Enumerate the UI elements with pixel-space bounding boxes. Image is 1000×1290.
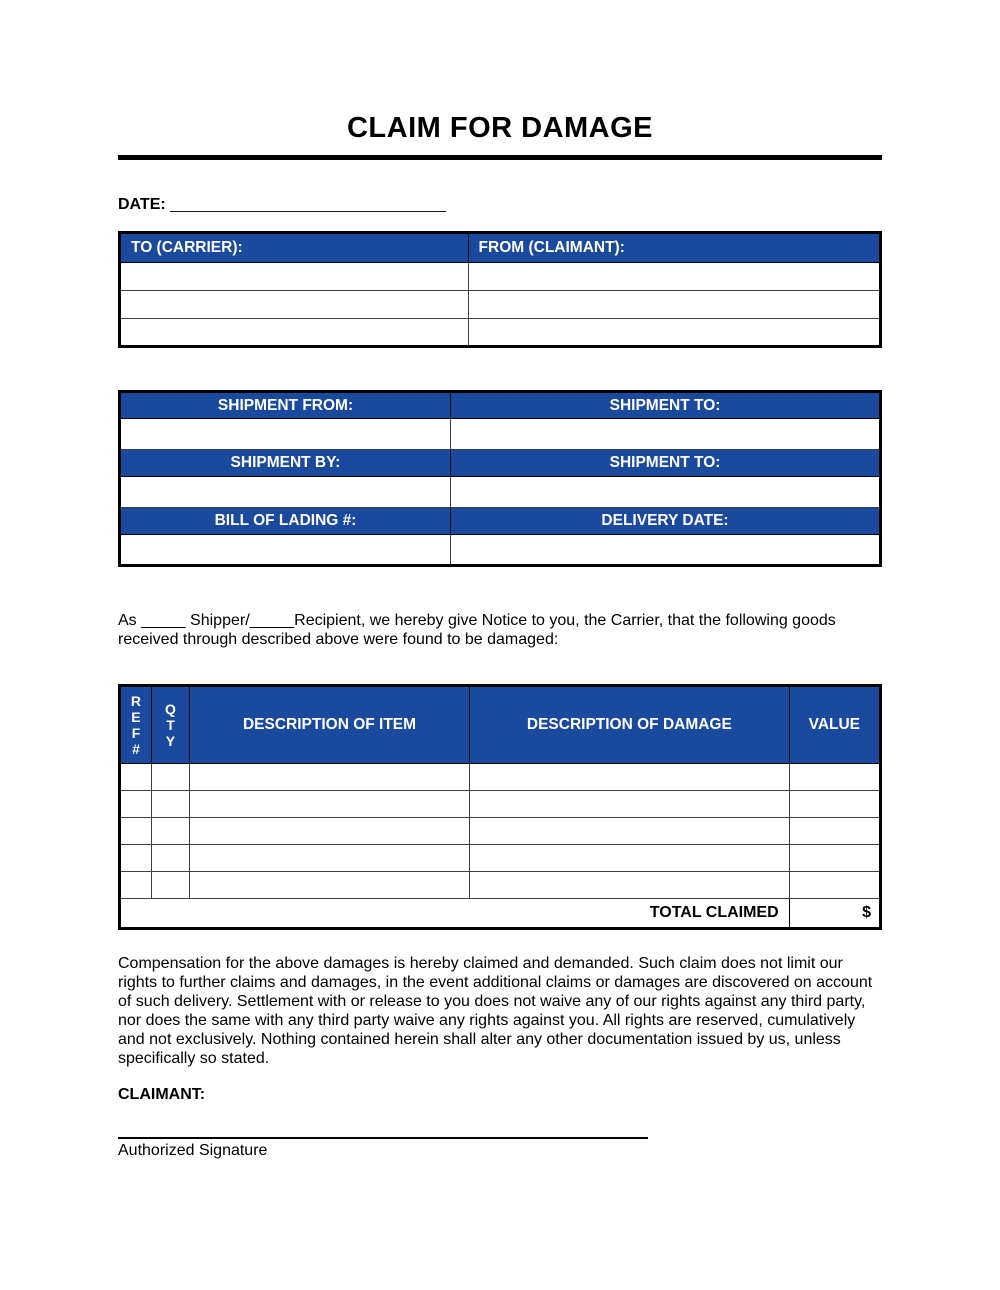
signature-caption: Authorized Signature <box>118 1142 268 1159</box>
legal-paragraph: Compensation for the above damages is hereby claimed and demanded. Such claim does not limit our rights to further claims and damages, in the event additional claims or damages are discovered on account of such delivery. Settlement with or release to you does not waive any of our rights against any third party, nor does the same with any third party waive any rights against you. All rights are reserved, cumulatively and not exclusively. Nothing contained herein shall alter any other documentation issued by us, unless specifically so stated. <box>118 955 873 1067</box>
qty-field-2[interactable] <box>151 791 189 818</box>
ref-header <box>120 686 152 764</box>
shipment-from-header: SHIPMENT FROM: <box>120 392 451 419</box>
ref-header-text: REF# <box>130 692 142 758</box>
ref-field-1[interactable] <box>120 764 152 791</box>
shipment-by-header: SHIPMENT BY: <box>120 450 451 477</box>
shipment-to-header: SHIPMENT TO: <box>451 392 881 419</box>
total-claimed-label: TOTAL CLAIMED <box>120 899 790 929</box>
parties-blank-row <box>120 319 881 347</box>
claims-header-row <box>120 686 881 764</box>
value-field-2[interactable] <box>789 791 880 818</box>
claimant-field-3[interactable] <box>468 319 880 347</box>
qty-header-text: QTY <box>165 700 176 750</box>
claims-blank-row <box>120 791 881 818</box>
damage-field-4[interactable] <box>470 845 790 872</box>
claimant-field-2[interactable] <box>468 291 880 319</box>
ref-field-4[interactable] <box>120 845 152 872</box>
claims-blank-row <box>120 845 881 872</box>
ref-field-3[interactable] <box>120 818 152 845</box>
claimant-label: CLAIMANT: <box>118 1086 206 1103</box>
total-claimed-value[interactable]: $ <box>789 899 880 929</box>
claims-blank-row <box>120 764 881 791</box>
delivery-date-header: DELIVERY DATE: <box>451 508 881 535</box>
delivery-date-field[interactable] <box>451 535 881 566</box>
date-blank-field[interactable]: _______________________________ <box>170 196 447 213</box>
value-field-4[interactable] <box>789 845 880 872</box>
description-of-item-header: DESCRIPTION OF ITEM <box>190 686 470 764</box>
bill-of-lading-header: BILL OF LADING #: <box>120 508 451 535</box>
qty-header <box>151 686 189 764</box>
item-field-4[interactable] <box>190 845 470 872</box>
qty-field-5[interactable] <box>151 872 189 899</box>
claimant-field-1[interactable] <box>468 263 880 291</box>
shipment-blank-row <box>120 535 881 566</box>
page-title: CLAIM FOR DAMAGE <box>346 112 654 144</box>
damage-field-3[interactable] <box>470 818 790 845</box>
notice-paragraph: As _____ Shipper/_____Recipient, we hereby give Notice to you, the Carrier, that the following goods received through described above were found to be damaged: <box>118 612 836 648</box>
item-field-3[interactable] <box>190 818 470 845</box>
claims-blank-row <box>120 872 881 899</box>
claims-blank-row <box>120 818 881 845</box>
shipment-to-header-2: SHIPMENT TO: <box>451 450 881 477</box>
carrier-field-1[interactable] <box>120 263 469 291</box>
carrier-field-2[interactable] <box>120 291 469 319</box>
to-carrier-header: TO (CARRIER): <box>120 233 469 263</box>
claims-table <box>118 684 882 930</box>
date-label: DATE: <box>118 196 166 213</box>
ref-field-2[interactable] <box>120 791 152 818</box>
claims-total-row <box>120 899 881 929</box>
signature-line-field[interactable] <box>118 1137 648 1139</box>
qty-field-4[interactable] <box>151 845 189 872</box>
value-field-3[interactable] <box>789 818 880 845</box>
shipment-table <box>118 390 882 567</box>
shipment-from-field[interactable] <box>120 419 451 450</box>
ref-field-5[interactable] <box>120 872 152 899</box>
shipment-blank-row <box>120 419 881 450</box>
from-claimant-header: FROM (CLAIMANT): <box>468 233 880 263</box>
damage-field-5[interactable] <box>470 872 790 899</box>
description-of-damage-header: DESCRIPTION OF DAMAGE <box>470 686 790 764</box>
qty-field-1[interactable] <box>151 764 189 791</box>
shipment-to-field[interactable] <box>451 419 881 450</box>
item-field-5[interactable] <box>190 872 470 899</box>
date-row <box>118 196 882 214</box>
shipment-header-row <box>120 450 881 477</box>
damage-field-2[interactable] <box>470 791 790 818</box>
damage-field-1[interactable] <box>470 764 790 791</box>
title-divider <box>118 155 882 160</box>
item-field-1[interactable] <box>190 764 470 791</box>
value-field-1[interactable] <box>789 764 880 791</box>
shipment-by-field[interactable] <box>120 477 451 508</box>
shipment-to-field-2[interactable] <box>451 477 881 508</box>
value-header: VALUE <box>789 686 880 764</box>
parties-header-row <box>120 233 881 263</box>
shipment-blank-row <box>120 477 881 508</box>
shipment-header-row <box>120 508 881 535</box>
item-field-2[interactable] <box>190 791 470 818</box>
bill-of-lading-field[interactable] <box>120 535 451 566</box>
parties-table <box>118 231 882 348</box>
carrier-field-3[interactable] <box>120 319 469 347</box>
parties-blank-row <box>120 263 881 291</box>
qty-field-3[interactable] <box>151 818 189 845</box>
parties-blank-row <box>120 291 881 319</box>
shipment-header-row <box>120 392 881 419</box>
value-field-5[interactable] <box>789 872 880 899</box>
